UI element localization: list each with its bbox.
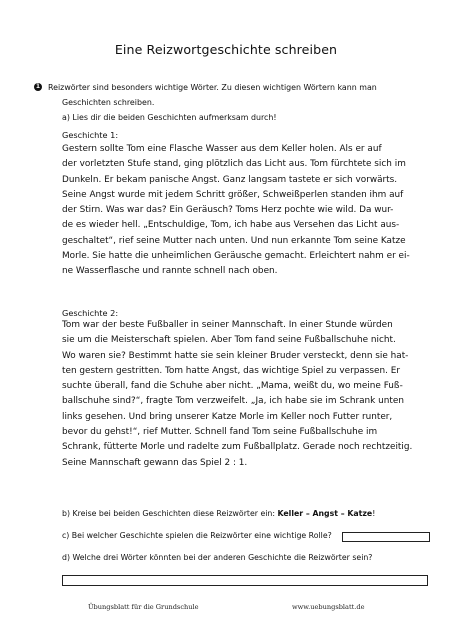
answer-field-d[interactable]	[62, 575, 428, 586]
story1-line: Morle. Sie hatte die unheimlichen Geräusche gemacht. Erleichtert nahm er ei-	[62, 251, 410, 262]
story1-text	[62, 142, 414, 280]
story1-line: Dunkeln. Er bekam panische Angst. Ganz langsam tastete er sich vorwärts.	[62, 174, 398, 185]
question-b-text: b) Kreise bei beiden Geschichten diese Reizwörter ein:	[62, 509, 278, 518]
question-d: d) Welche drei Wörter könnten bei der anderen Geschichte die Reizwörter sein?	[62, 553, 373, 562]
story1-line: Gestern sollte Tom eine Flasche Wasser aus dem Keller holen. Als er auf	[62, 144, 382, 154]
page-title: Eine Reizwortgeschichte schreiben	[114, 42, 338, 57]
story2-line: Wo waren sie? Bestimmt hatte sie sein kleiner Bruder versteckt, denn sie hat-	[62, 350, 409, 361]
number-one-bullet-icon: 1	[35, 83, 41, 90]
intro-line-2: Geschichten schreiben.	[62, 98, 155, 108]
story2-line: ten gestern gestritten. Tom hatte Angst, das wichtige Spiel zu verpassen. Er	[62, 365, 401, 376]
intro-line-1: Reizwörter sind besonders wichtige Wörter. Zu diesen wichtigen Wörtern kann man	[48, 83, 377, 92]
question-c: c) Bei welcher Geschichte spielen die Reizwörter eine wichtige Rolle?	[62, 531, 332, 540]
reizwoerter-bold: Keller – Angst – Katze	[277, 509, 373, 518]
question-b-end: !	[372, 509, 376, 518]
story2-line: Seine Mannschaft gewann das Spiel 2 : 1.	[62, 457, 248, 468]
answer-field-c[interactable]	[342, 532, 430, 542]
story2-label: Geschichte 2:	[62, 308, 119, 318]
story2-line: suchte überall, fand die Schuhe aber nicht. „Mama, weißt du, wo meine Fuß-	[62, 381, 403, 392]
story1-line: der Stirn. Was war das? Ein Geräusch? Toms Herz pochte wie wild. Da wur-	[62, 205, 394, 216]
story2-line: Tom war der beste Fußballer in seiner Mannschaft. In einer Stunde würden	[62, 320, 393, 330]
story1-label: Geschichte 1:	[62, 130, 119, 140]
footer-right: www.uebungsblatt.de	[292, 603, 365, 611]
story1-line: der vorletzten Stufe stand, ging plötzlich das Licht aus. Tom fürchtete sich im	[62, 159, 406, 170]
story2-text	[62, 318, 414, 471]
story1-line: de es wieder hell. „Entschuldige, Tom, ich habe aus Versehen das Licht aus-	[62, 220, 400, 231]
story1-line: Seine Angst wurde mit jedem Schritt größer, Schweißperlen standen ihm auf	[62, 189, 404, 200]
footer-left: Übungsblatt für die Grundschule	[88, 603, 199, 611]
question-b	[62, 509, 375, 518]
task-a: a) Lies dir die beiden Geschichten aufmerksam durch!	[62, 113, 277, 123]
story2-line: ballschuhe sind?“, fragte Tom verzweifelt. „Ja, ich habe sie im Schrank unten	[62, 396, 404, 407]
story2-line: Schrank, fütterte Morle und radelte zum Fußballplatz. Gerade noch rechtzeitig.	[62, 442, 413, 453]
story1-line: geschaltet“, rief seine Mutter nach unten. Und nun erkannte Tom seine Katze	[62, 235, 406, 246]
story1-line: ne Wasserflasche und rannte schnell nach oben.	[62, 266, 278, 277]
story2-line: bevor du gehst!“, rief Mutter. Schnell fand Tom seine Fußballschuhe im	[62, 427, 378, 438]
story2-line: sie um die Meisterschaft spielen. Aber Tom fand seine Fußballschuhe nicht.	[62, 335, 396, 346]
story2-line: links gesehen. Und bring unserer Katze Morle im Keller noch Futter runter,	[62, 411, 393, 422]
intro-block	[35, 80, 420, 126]
